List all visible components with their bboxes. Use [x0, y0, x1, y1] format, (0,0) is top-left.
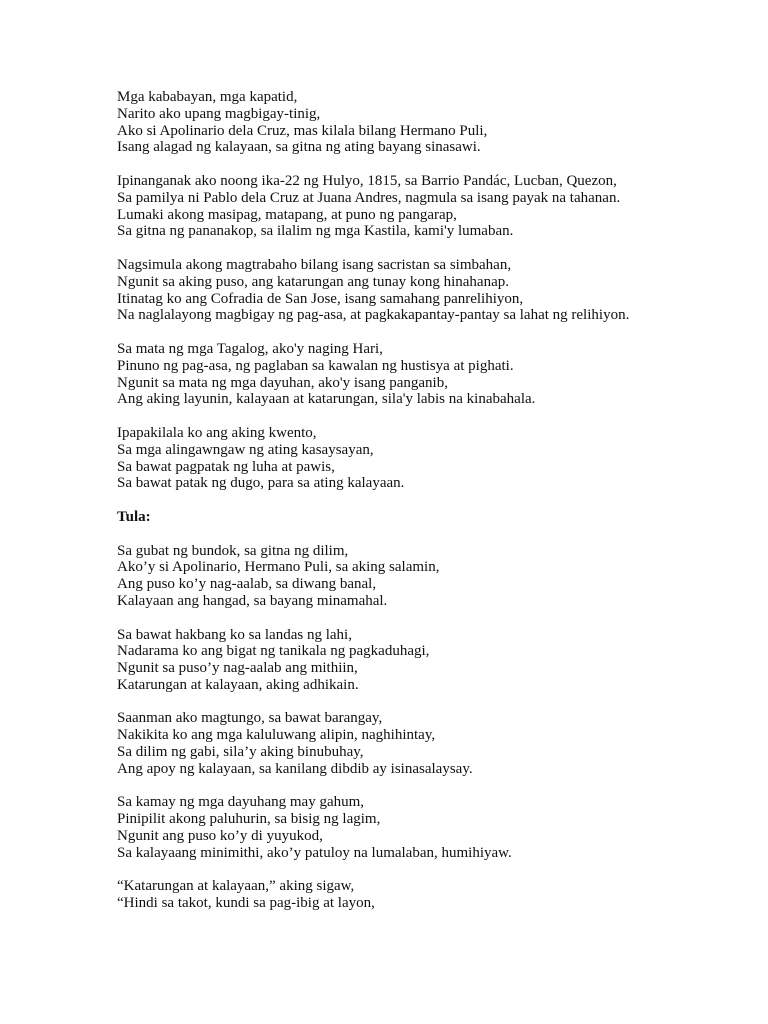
text-line: Sa gubat ng bundok, sa gitna ng dilim, — [117, 542, 349, 559]
text-line: Lumaki akong masipag, matapang, at puno ng pangarap, — [117, 206, 457, 223]
intro-paragraph — [117, 89, 737, 156]
text-line: Pinuno ng pag-asa, ng paglaban sa kawalan ng hustisya at pighati. — [117, 357, 514, 374]
text-line: Sa gitna ng pananakop, sa ilalim ng mga Kastila, kami'y lumaban. — [117, 223, 514, 240]
text-line: “Hindi sa takot, kundi sa pag-ibig at layon, — [117, 895, 375, 912]
text-line: Isang alagad ng kalayaan, sa gitna ng ating bayang sinasawi. — [117, 139, 481, 156]
text-line: Ako’y si Apolinario, Hermano Puli, sa aking salamin, — [117, 559, 440, 576]
intro-section — [117, 89, 737, 492]
text-line: Sa bawat hakbang ko sa landas ng lahi, — [117, 626, 352, 643]
poem-stanza — [117, 710, 737, 777]
text-line: “Katarungan at kalayaan,” aking sigaw, — [117, 878, 355, 895]
intro-paragraph — [117, 341, 737, 408]
poem-stanza — [117, 627, 737, 694]
text-line: Ngunit sa puso’y nag-aalab ang mithiin, — [117, 660, 358, 677]
intro-paragraph — [117, 257, 737, 324]
document-page — [117, 89, 737, 929]
text-line: Mga kababayan, mga kapatid, — [117, 89, 298, 105]
text-line: Pinipilit akong paluhurin, sa bisig ng lagim, — [117, 811, 381, 828]
text-line: Ang apoy ng kalayaan, sa kanilang dibdib ay isinasalaysay. — [117, 760, 473, 777]
text-line: Sa mga alingawngaw ng ating kasaysayan, — [117, 441, 374, 458]
text-line: Na naglalayong magbigay ng pag-asa, at pagkakapantay-pantay sa lahat ng relihiyon. — [117, 307, 630, 324]
text-line: Nadarama ko ang bigat ng tanikala ng pagkaduhagi, — [117, 643, 430, 660]
text-line: Katarungan at kalayaan, aking adhikain. — [117, 676, 359, 693]
text-line: Itinatag ko ang Cofradia de San Jose, isang samahang panrelihiyon, — [117, 290, 524, 307]
poem-stanza — [117, 878, 737, 912]
text-line: Nakikita ko ang mga kaluluwang alipin, naghihintay, — [117, 727, 436, 744]
text-line: Ngunit ang puso ko’y di yuyukod, — [117, 828, 323, 845]
text-line: Ngunit sa aking puso, ang katarungan ang tunay kong hinahanap. — [117, 273, 509, 290]
poem-stanza — [117, 543, 737, 610]
text-line: Ipinanganak ako noong ika-22 ng Hulyo, 1815, sa Barrio Pandác, Lucban, Quezon, — [117, 172, 617, 189]
text-line: Saanman ako magtungo, sa bawat barangay, — [117, 710, 383, 727]
text-line: Narito ako upang magbigay-tinig, — [117, 105, 321, 122]
intro-paragraph — [117, 173, 737, 240]
text-line: Sa kalayaang minimithi, ako’y patuloy na lumalaban, humihiyaw. — [117, 844, 512, 861]
text-line: Ngunit sa mata ng mga dayuhan, ako'y isang panganib, — [117, 374, 448, 391]
poem-section — [117, 543, 737, 913]
text-line: Ako si Apolinario dela Cruz, mas kilala bilang Hermano Puli, — [117, 122, 488, 139]
text-line: Nagsimula akong magtrabaho bilang isang sacristan sa simbahan, — [117, 256, 512, 273]
text-line: Ipapakilala ko ang aking kwento, — [117, 424, 317, 441]
text-line: Sa dilim ng gabi, sila’y aking binubuhay, — [117, 744, 364, 761]
text-line: Ang aking layunin, kalayaan at katarungan, sila'y labis na kinabahala. — [117, 391, 536, 408]
text-line: Ang puso ko’y nag-aalab, sa diwang banal, — [117, 576, 377, 593]
text-line: Sa bawat patak ng dugo, para sa ating kalayaan. — [117, 475, 405, 492]
tula-heading: Tula: — [117, 508, 151, 525]
text-line: Sa bawat pagpatak ng luha at pawis, — [117, 458, 335, 475]
text-line: Sa pamilya ni Pablo dela Cruz at Juana Andres, nagmula sa isang payak na tahanan. — [117, 189, 621, 206]
text-line: Kalayaan ang hangad, sa bayang minamahal. — [117, 592, 388, 609]
text-line: Sa mata ng mga Tagalog, ako'y naging Hari, — [117, 340, 383, 357]
text-line: Sa kamay ng mga dayuhang may gahum, — [117, 794, 365, 811]
poem-stanza — [117, 794, 737, 861]
intro-paragraph — [117, 425, 737, 492]
